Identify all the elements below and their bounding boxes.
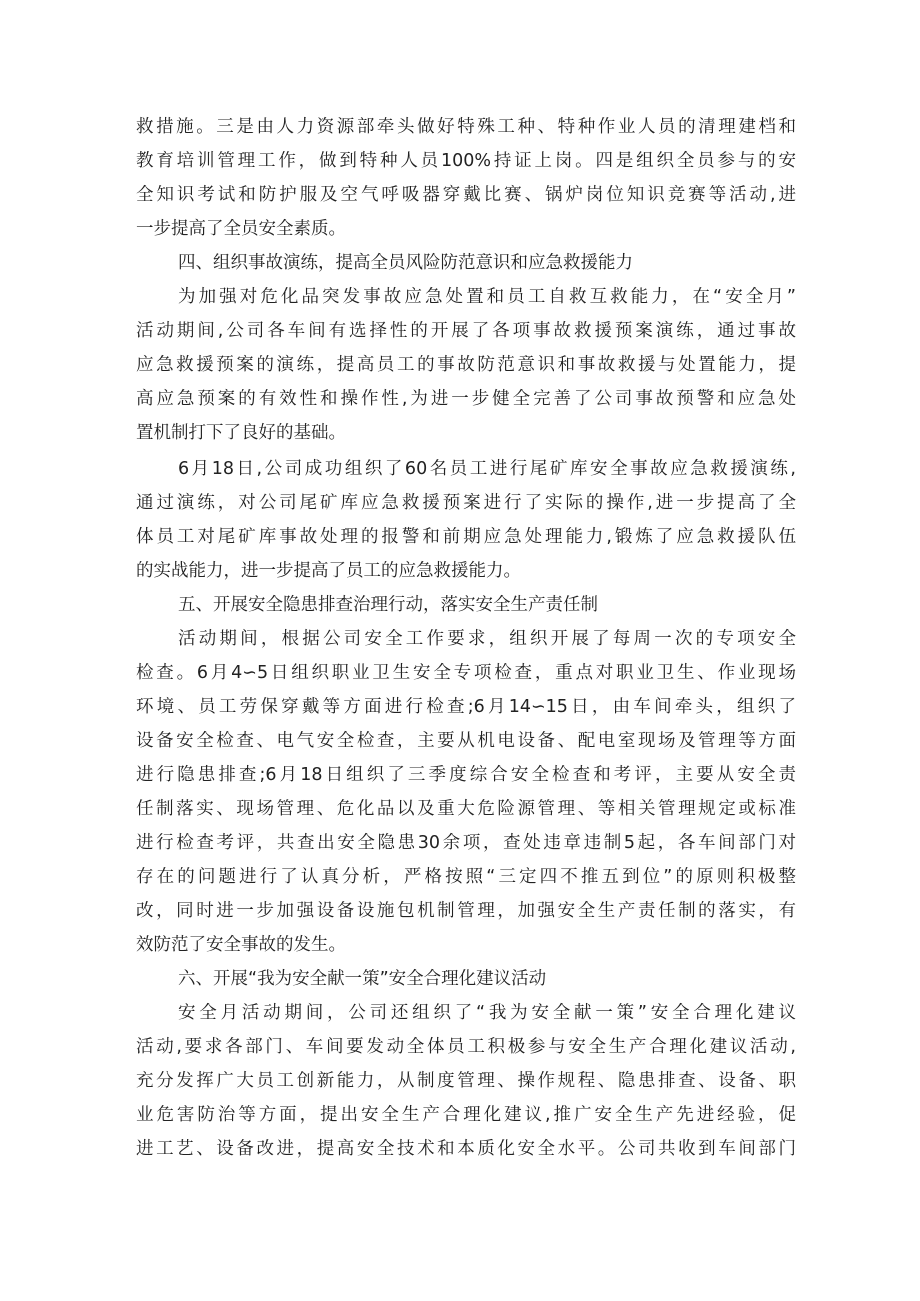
body-text-line: 任制落实、现场管理、危化品以及重大危险源管理、等相关管理规定或标准 xyxy=(136,799,796,819)
section-heading-5: 五、开展安全隐患排查治理行动，落实安全生产责任制 xyxy=(178,595,598,615)
body-text-line: 充分发挥广大员工创新能力，从制度管理、操作规程、隐患排查、设备、职 xyxy=(136,1071,796,1091)
body-text-line: 业危害防治等方面，提出安全生产合理化建议,推广安全生产先进经验，促 xyxy=(136,1105,796,1125)
body-text-line: 效防范了安全事故的发生。 xyxy=(136,935,346,955)
body-text-line: 全知识考试和防护服及空气呼吸器穿戴比赛、锅炉岗位知识竞赛等活动,进 xyxy=(136,185,796,205)
body-text-line: 6月18日,公司成功组织了60名员工进行尾矿库安全事故应急救援演练, xyxy=(178,459,796,479)
section-heading-6: 六、开展“我为安全献一策”安全合理化建议活动 xyxy=(178,969,547,989)
section-heading-4: 四、组织事故演练，提高全员风险防范意识和应急救援能力 xyxy=(178,253,633,273)
body-text-line: 高应急预案的有效性和操作性,为进一步健全完善了公司事故预警和应急处 xyxy=(136,389,796,409)
body-text-line: 为加强对危化品突发事故应急处置和员工自救互救能力，在“安全月” xyxy=(178,287,796,307)
body-text-line: 救措施。三是由人力资源部牵头做好特殊工种、特种作业人员的清理建档和 xyxy=(136,117,796,137)
body-text-line: 体员工对尾矿库事故处理的报警和前期应急处理能力,锻炼了应急救援队伍 xyxy=(136,527,796,547)
body-text-line: 活动期间,公司各车间有选择性的开展了各项事故救援预案演练，通过事故 xyxy=(136,321,796,341)
body-text-line: 进行检查考评，共查出安全隐患30余项，查处违章违制5起，各车间部门对 xyxy=(136,833,796,853)
body-text-line: 活动期间，根据公司安全工作要求，组织开展了每周一次的专项安全 xyxy=(178,629,796,649)
body-text-line: 进工艺、设备改进，提高安全技术和本质化安全水平。公司共收到车间部门 xyxy=(136,1139,796,1159)
body-text-line: 教育培训管理工作，做到特种人员100%持证上岗。四是组织全员参与的安 xyxy=(136,151,796,171)
body-text-line: 检查。6月4∽5日组织职业卫生安全专项检查，重点对职业卫生、作业现场 xyxy=(136,663,796,683)
body-text-line: 的实战能力，进一步提高了员工的应急救援能力。 xyxy=(136,561,521,581)
body-text-line: 环境、员工劳保穿戴等方面进行检查;6月14∽15日，由车间牵头，组织了 xyxy=(136,697,796,717)
body-text-line: 一步提高了全员安全素质。 xyxy=(136,219,346,239)
body-text-line: 应急救援预案的演练，提高员工的事故防范意识和事故救援与处置能力，提 xyxy=(136,355,796,375)
body-text-line: 安全月活动期间，公司还组织了“我为安全献一策”安全合理化建议 xyxy=(178,1003,796,1023)
body-text-line: 改，同时进一步加强设备设施包机制管理，加强安全生产责任制的落实，有 xyxy=(136,901,796,921)
body-text-line: 存在的问题进行了认真分析，严格按照“三定四不推五到位”的原则积极整 xyxy=(136,867,796,887)
body-text-line: 活动,要求各部门、车间要发动全体员工积极参与安全生产合理化建议活动, xyxy=(136,1037,796,1057)
body-text-line: 置机制打下了良好的基础。 xyxy=(136,423,346,443)
body-text-line: 进行隐患排查;6月18日组织了三季度综合安全检查和考评，主要从安全责 xyxy=(136,765,796,785)
body-text-line: 通过演练，对公司尾矿库应急救援预案进行了实际的操作,进一步提高了全 xyxy=(136,493,796,513)
body-text-line: 设备安全检查、电气安全检查，主要从机电设备、配电室现场及管理等方面 xyxy=(136,731,796,751)
